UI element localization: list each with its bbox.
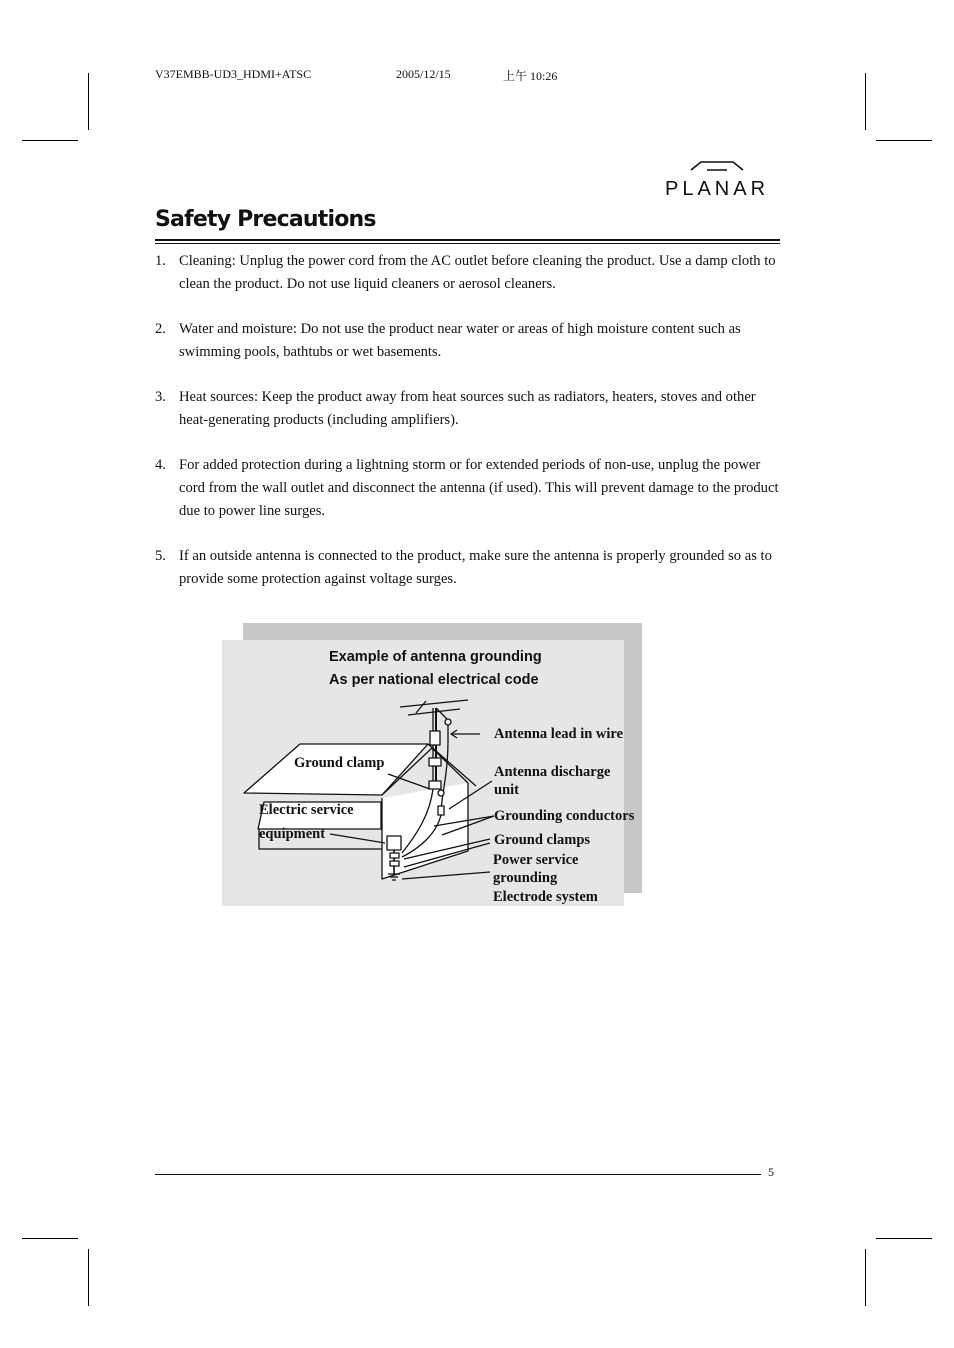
discharge-unit [438,806,444,815]
crop-mark [876,1238,932,1239]
label-electric-service-2: equipment [259,826,326,842]
figure-title-line2: As per national electrical code [329,672,539,688]
leader-line [330,834,385,843]
print-filename: V37EMBB-UD3_HDMI+ATSC [155,67,312,81]
list-item [155,386,785,432]
label-antenna-discharge: Antenna discharge [494,764,611,780]
page-title: Safety Precautions [155,207,376,232]
crop-mark [88,73,89,130]
label-power-service: Power service [493,852,579,868]
item-text: For added protection during a lightning storm or for extended periods of non-use, unplug the power cord from the wall outlet and disconnect the antenna (if used). This will prevent damage to the product due to power line surges. [179,457,779,519]
antenna-connector [445,719,451,725]
item-number: 5. [155,548,166,564]
label-electric-service: Electric service [259,802,354,818]
item-number: 4. [155,457,166,473]
label-power-service-2: grounding [493,870,558,886]
precautions-list [155,250,785,613]
label-antenna-lead: Antenna lead in wire [494,726,624,742]
list-item [155,250,785,296]
label-power-service-3: Electrode system [493,889,598,905]
service-box [387,836,401,850]
crop-mark [88,1249,89,1306]
item-text: Cleaning: Unplug the power cord from the AC outlet before cleaning the product. Use a damp cloth to clean the product. Do not use liquid cleaners or aerosol cleaners. [179,253,776,292]
antenna-element [400,700,468,707]
item-number: 2. [155,321,166,337]
figure-title-line1: Example of antenna grounding [329,649,542,665]
logo-text: PLANAR [664,178,770,200]
list-item [155,318,785,364]
page-number: 5 [768,1165,774,1179]
crop-mark [865,73,866,130]
item-text: If an outside antenna is connected to the product, make sure the antenna is properly grounded so as to provide some protection against voltage surges. [179,548,772,587]
list-item [155,454,785,523]
antenna-grounding-figure [222,623,646,909]
antenna-element [436,708,448,720]
crop-mark [22,1238,78,1239]
title-rule [155,239,780,241]
print-date: 2005/12/15 [396,67,451,81]
item-number: 3. [155,389,166,405]
planar-logo [655,158,779,204]
leader-line [402,872,490,879]
label-ground-clamp: Ground clamp [294,755,385,771]
label-antenna-discharge-2: unit [494,782,519,798]
list-item [155,545,785,591]
antenna-element [416,701,426,713]
crop-mark [876,140,932,141]
item-number: 1. [155,253,166,269]
crop-mark [22,140,78,141]
item-text: Heat sources: Keep the product away from heat sources such as radiators, heaters, stoves and other heat-generating products (including amplifiers). [179,389,756,428]
label-ground-clamps: Ground clamps [494,832,591,848]
footer-rule [155,1174,761,1175]
logo-arc-icon [655,158,779,178]
title-rule [155,243,780,244]
antenna-element [408,709,460,715]
crop-mark [865,1249,866,1306]
item-text: Water and moisture: Do not use the product near water or areas of high moisture content such as swimming pools, bathtubs or wet basements. [179,321,741,360]
label-grounding-conductors: Grounding conductors [494,808,635,824]
print-time: 上午 10:26 [503,69,558,83]
